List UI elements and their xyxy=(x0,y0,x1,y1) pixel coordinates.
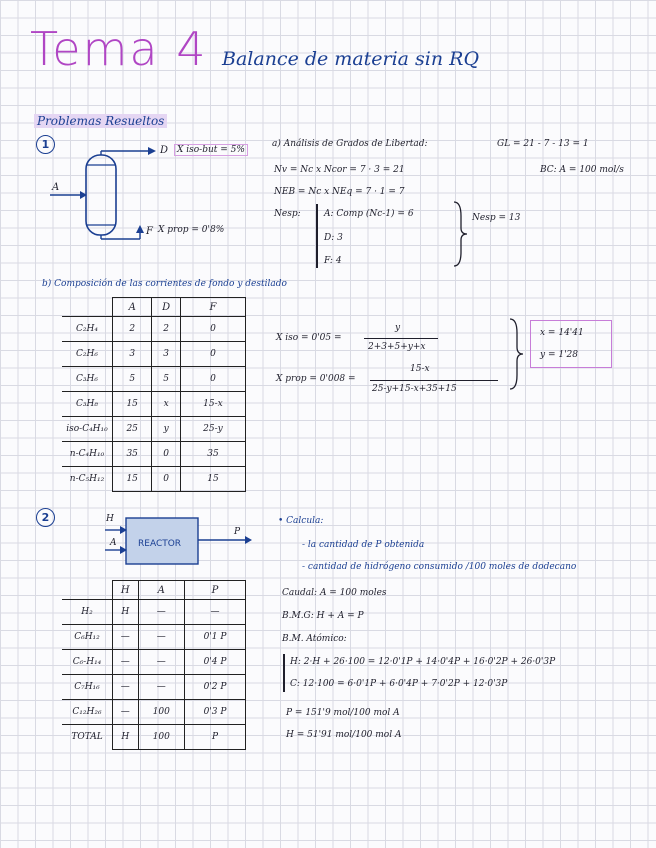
dof-title: a) Análisis de Grados de Libertad: xyxy=(272,139,428,149)
table-header-row xyxy=(62,581,246,600)
table-cell: H xyxy=(113,725,139,750)
top-stream-spec: X iso-but = 5% xyxy=(174,145,248,155)
table-cell: — xyxy=(185,600,246,625)
bottom-stream-spec: X prop = 0'8% xyxy=(158,225,225,235)
table-cell: 35 xyxy=(180,442,245,467)
table-row xyxy=(62,442,246,467)
table-cell: 5 xyxy=(113,367,152,392)
fraction-line xyxy=(370,380,498,381)
table-cell: — xyxy=(138,600,184,625)
inlet-h-label: H xyxy=(106,514,114,524)
table-cell: 25 xyxy=(113,417,152,442)
table-cell: C₆-H₁₄ xyxy=(62,650,113,675)
table-cell: 0 xyxy=(180,367,245,392)
table-row xyxy=(62,317,246,342)
composition-table xyxy=(62,297,246,492)
outlet-p-label: P xyxy=(234,527,241,537)
table-cell: C₂H₄ xyxy=(62,317,113,342)
table-cell: 15 xyxy=(113,392,152,417)
page-title: Tema 4 xyxy=(30,22,208,76)
solution-brace xyxy=(508,317,526,391)
top-stream-label: D xyxy=(160,145,169,156)
table-row xyxy=(62,625,246,650)
prop-equation-lhs: X prop = 0'008 = xyxy=(276,374,356,384)
table-cell: y xyxy=(152,417,181,442)
column-body xyxy=(86,155,116,235)
calc-item: - cantidad de hidrógeno consumido /100 moles de dodecano xyxy=(302,562,577,572)
hydrogen-balance: H: 2·H + 26·100 = 12·0'1P + 14·0'4P + 16·0'2P + 26·0'3P xyxy=(290,657,556,667)
result-h: H = 51'91 mol/100 mol A xyxy=(286,730,402,740)
iso-equation-numerator: y xyxy=(395,323,401,333)
nesp-total: Nesp = 13 xyxy=(472,213,521,223)
table-cell: H₂ xyxy=(62,600,113,625)
table-cell: 0 xyxy=(180,317,245,342)
table-header: H xyxy=(113,581,139,600)
table-cell: iso-C₄H₁₀ xyxy=(62,417,113,442)
solution-x: x = 14'41 xyxy=(540,328,584,338)
table-cell: C₃H₆ xyxy=(62,367,113,392)
table-cell: H xyxy=(113,600,139,625)
table-cell: — xyxy=(138,650,184,675)
bottom-stream-label: F xyxy=(146,226,153,237)
calc-item: - la cantidad de P obtenida xyxy=(302,540,425,550)
reactor-table xyxy=(62,580,246,750)
caudal-line: Caudal: A = 100 moles xyxy=(282,588,387,598)
nesp-bracket xyxy=(316,204,318,268)
table-cell: n-C₅H₁₂ xyxy=(62,467,113,492)
nesp-brace xyxy=(452,200,470,268)
table-cell: 3 xyxy=(113,342,152,367)
table-cell: — xyxy=(113,625,139,650)
table-header: A xyxy=(138,581,184,600)
nesp-item: F: 4 xyxy=(324,256,342,266)
table-cell: 3 xyxy=(152,342,181,367)
prop-equation-numerator: 15-x xyxy=(410,364,430,374)
gl-equation: GL = 21 - 7 - 13 = 1 xyxy=(497,139,589,149)
table-cell: TOTAL xyxy=(62,725,113,750)
table-header: A xyxy=(113,298,152,317)
table-cell: 100 xyxy=(138,700,184,725)
inlet-a-label: A xyxy=(110,538,117,548)
atomic-balance-brace xyxy=(283,654,285,692)
table-cell: — xyxy=(138,675,184,700)
page-subtitle: Balance de materia sin RQ xyxy=(222,48,480,70)
global-balance-line: B.M.G: H + A = P xyxy=(282,611,364,621)
table-cell: — xyxy=(138,625,184,650)
table-cell: — xyxy=(113,700,139,725)
table-cell: 0 xyxy=(152,442,181,467)
table-cell: 15-x xyxy=(180,392,245,417)
nesp-item: A: Comp (Nc-1) = 6 xyxy=(324,209,414,219)
table-cell: C₇H₁₆ xyxy=(62,675,113,700)
table-header: D xyxy=(152,298,181,317)
calc-title: • Calcula: xyxy=(278,516,324,526)
composition-title: b) Composición de las corrientes de fondo y destilado xyxy=(42,279,287,289)
table-row xyxy=(62,392,246,417)
table-cell: 2 xyxy=(152,317,181,342)
table-cell: 0'1 P xyxy=(185,625,246,650)
reactor-label: REACTOR xyxy=(138,539,182,549)
table-cell: 5 xyxy=(152,367,181,392)
result-p: P = 151'9 mol/100 mol A xyxy=(286,708,400,718)
table-header-row xyxy=(62,298,246,317)
basis-of-calculation: BC: A = 100 mol/s xyxy=(540,165,624,175)
fraction-line xyxy=(364,338,438,339)
table-cell: C₂H₆ xyxy=(62,342,113,367)
table-cell: — xyxy=(113,650,139,675)
table-cell: 0'3 P xyxy=(185,700,246,725)
feed-label: A xyxy=(52,182,60,193)
table-row xyxy=(62,342,246,367)
problem-1-number: 1 xyxy=(36,135,55,154)
table-cell: 0 xyxy=(152,467,181,492)
table-cell: 0'4 P xyxy=(185,650,246,675)
table-header: F xyxy=(180,298,245,317)
carbon-balance: C: 12·100 = 6·0'1P + 6·0'4P + 7·0'2P + 12·0'3P xyxy=(290,679,508,689)
table-row xyxy=(62,650,246,675)
table-header xyxy=(62,581,113,600)
prop-equation-denominator: 25-y+15-x+35+15 xyxy=(372,384,457,394)
nesp-label: Nesp: xyxy=(274,209,301,219)
table-row xyxy=(62,700,246,725)
table-row xyxy=(62,725,246,750)
table-row xyxy=(62,600,246,625)
solution-y: y = 1'28 xyxy=(540,350,578,360)
neb-equation: NEB = Nc x NEq = 7 · 1 = 7 xyxy=(274,187,405,197)
table-row xyxy=(62,467,246,492)
table-cell: 0'2 P xyxy=(185,675,246,700)
table-cell: 2 xyxy=(113,317,152,342)
iso-equation-lhs: X iso = 0'05 = xyxy=(276,333,342,343)
nesp-item: D: 3 xyxy=(324,233,343,243)
table-cell: 35 xyxy=(113,442,152,467)
table-row xyxy=(62,675,246,700)
table-header: P xyxy=(185,581,246,600)
table-cell: C₆H₁₂ xyxy=(62,625,113,650)
atomic-balance-title: B.M. Atómico: xyxy=(282,634,347,644)
problem-2-number: 2 xyxy=(36,508,55,527)
table-cell: 15 xyxy=(180,467,245,492)
table-cell: C₃H₈ xyxy=(62,392,113,417)
table-cell: C₁₂H₂₆ xyxy=(62,700,113,725)
table-cell: n-C₄H₁₀ xyxy=(62,442,113,467)
table-cell: 100 xyxy=(138,725,184,750)
nv-equation: Nv = Nc x Ncor = 7 · 3 = 21 xyxy=(274,165,405,175)
table-cell: 25-y xyxy=(180,417,245,442)
section-heading: Problemas Resueltos xyxy=(34,114,167,128)
table-cell: 0 xyxy=(180,342,245,367)
table-cell: 15 xyxy=(113,467,152,492)
table-row xyxy=(62,417,246,442)
table-row xyxy=(62,367,246,392)
table-cell: x xyxy=(152,392,181,417)
iso-equation-denominator: 2+3+5+y+x xyxy=(368,342,426,352)
table-cell: — xyxy=(113,675,139,700)
table-header xyxy=(62,298,113,317)
table-cell: P xyxy=(185,725,246,750)
